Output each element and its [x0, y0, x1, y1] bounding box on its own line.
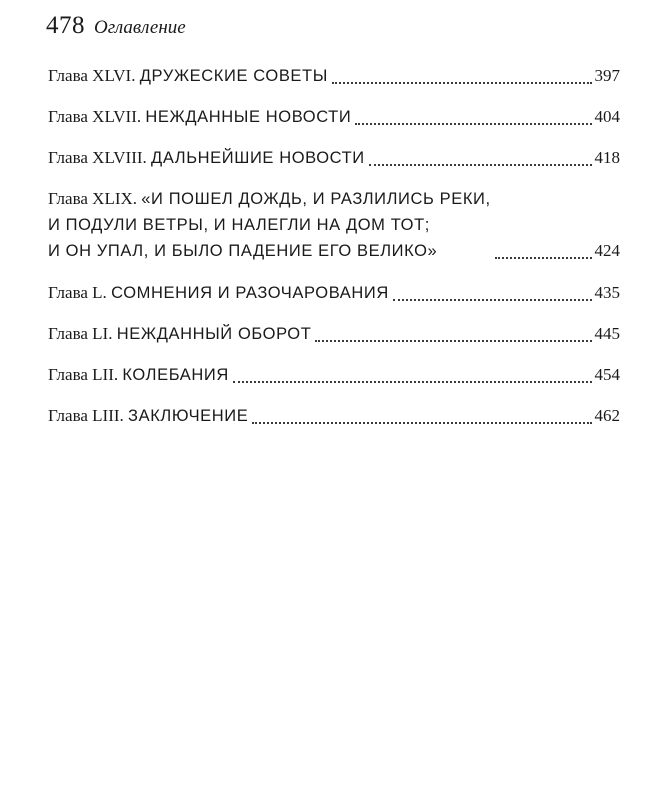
dot-leader	[393, 289, 592, 301]
toc-entry	[48, 321, 620, 347]
chapter-number: Глава XLIX.	[48, 189, 138, 208]
toc-entry	[48, 145, 620, 171]
dot-leader	[369, 154, 592, 166]
chapter-title: НЕЖДАННЫЙ ОБОРОТ	[116, 325, 312, 343]
toc-entry-text	[48, 104, 351, 130]
dot-leader	[233, 371, 592, 383]
chapter-number: Глава L.	[48, 283, 107, 302]
chapter-page: 418	[594, 148, 620, 167]
chapter-number: Глава LIII.	[48, 406, 124, 425]
chapter-title: КОЛЕБАНИЯ	[122, 366, 229, 384]
toc-entry	[48, 104, 620, 130]
chapter-page: 404	[594, 107, 620, 126]
dot-leader	[332, 72, 592, 84]
chapter-title: СОМНЕНИЯ И РАЗОЧАРОВАНИЯ	[111, 284, 389, 302]
dot-leader	[252, 412, 591, 424]
chapter-number: Глава XLVIII.	[48, 148, 147, 167]
toc-entry-text	[48, 321, 311, 347]
chapter-title-continuation: И ОН УПАЛ, И БЫЛО ПАДЕНИЕ ЕГО ВЕЛИКО»	[48, 242, 438, 260]
toc-entry	[48, 280, 620, 306]
toc-entry-text	[48, 63, 328, 89]
toc-entry-text	[48, 362, 229, 388]
toc-entry	[48, 186, 620, 264]
toc-entry	[48, 403, 620, 429]
page-header	[46, 12, 186, 40]
table-of-contents	[48, 63, 620, 444]
chapter-title: «И ПОШЕЛ ДОЖДЬ, И РАЗЛИЛИСЬ РЕКИ,	[141, 190, 491, 208]
toc-entry-text	[48, 186, 491, 264]
dot-leader	[495, 247, 592, 259]
toc-entry-text	[48, 145, 365, 171]
chapter-number: Глава XLVI.	[48, 66, 136, 85]
chapter-number: Глава LI.	[48, 324, 113, 343]
chapter-page: 454	[594, 365, 620, 384]
dot-leader	[355, 113, 591, 125]
toc-entry	[48, 362, 620, 388]
chapter-title: ЗАКЛЮЧЕНИЕ	[128, 407, 249, 425]
toc-entry-text	[48, 403, 248, 429]
toc-entry-text	[48, 280, 389, 306]
chapter-page: 462	[594, 406, 620, 425]
page-number: 478	[46, 12, 85, 39]
chapter-page: 445	[594, 324, 620, 343]
chapter-title: НЕЖДАННЫЕ НОВОСТИ	[145, 108, 352, 126]
chapter-title-continuation: И ПОДУЛИ ВЕТРЫ, И НАЛЕГЛИ НА ДОМ ТОТ;	[48, 216, 430, 234]
section-title: Оглавление	[94, 17, 186, 38]
chapter-page: 435	[594, 283, 620, 302]
chapter-page: 397	[594, 66, 620, 85]
toc-entry	[48, 63, 620, 89]
chapter-number: Глава XLVII.	[48, 107, 142, 126]
chapter-title: ДРУЖЕСКИЕ СОВЕТЫ	[139, 67, 328, 85]
chapter-number: Глава LII.	[48, 365, 119, 384]
chapter-title: ДАЛЬНЕЙШИЕ НОВОСТИ	[151, 149, 365, 167]
chapter-title-line	[48, 186, 491, 212]
chapter-page: 424	[594, 241, 620, 260]
dot-leader	[315, 330, 591, 342]
